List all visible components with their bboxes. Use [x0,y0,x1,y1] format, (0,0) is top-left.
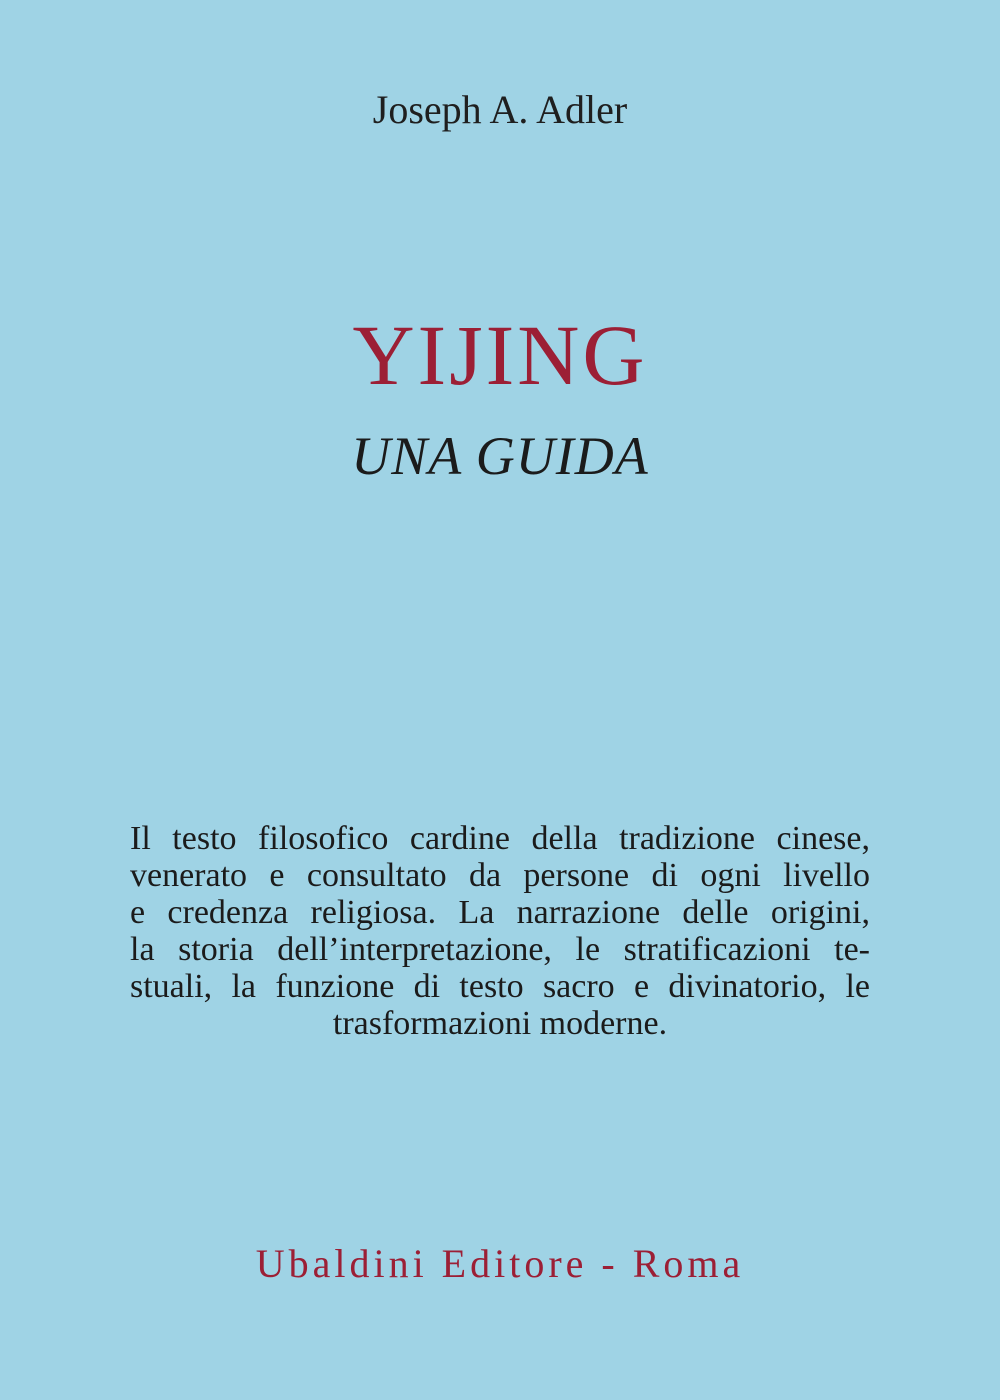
book-subtitle: UNA GUIDA [351,426,649,486]
blurb-line: trasformazioni moderne. [332,1005,668,1042]
publisher-imprint: Ubaldini Editore - Roma [255,1241,745,1286]
book-title: YIJING [352,307,648,403]
blurb-line: venerato e consultato da persone di ogni livello [130,857,870,894]
author-name: Joseph A. Adler [372,87,628,132]
blurb-line: stuali, la funzione di testo sacro e divinatorio, le [130,968,870,1005]
blurb-line: e credenza religiosa. La narrazione delle origini, [130,894,870,931]
cover-blurb [130,820,870,1042]
blurb-line: Il testo filosofico cardine della tradizione cinese, [130,820,870,857]
blurb-line: la storia dell’interpretazione, le stratificazioni te- [130,931,870,968]
